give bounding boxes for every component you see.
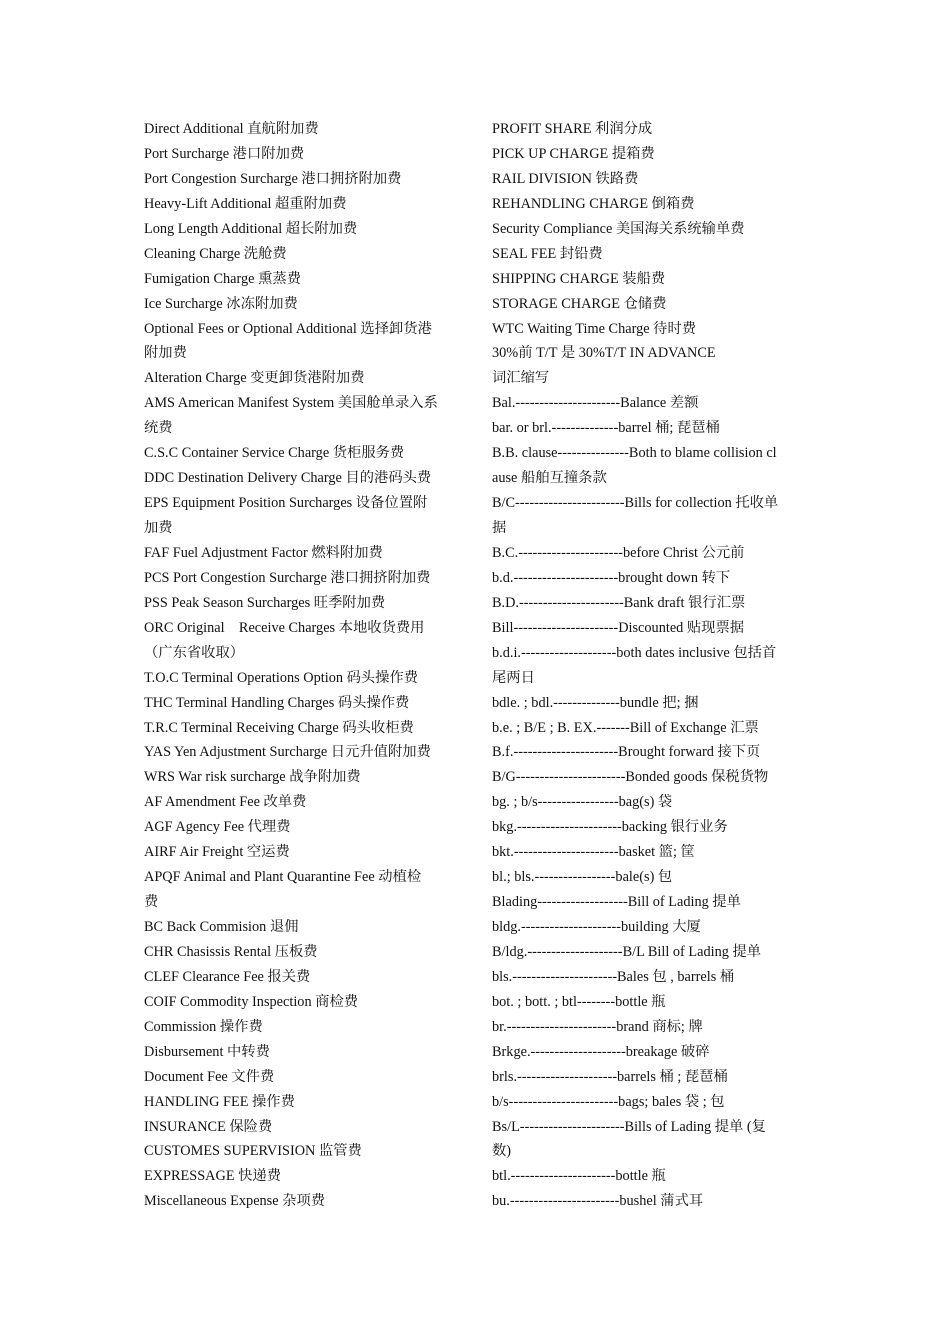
glossary-line: br.-----------------------brand 商标; 牌 <box>492 1018 703 1035</box>
glossary-line: Port Congestion Surcharge 港口拥挤附加费 <box>144 170 402 187</box>
glossary-line: INSURANCE 保险费 <box>144 1118 273 1135</box>
glossary-line: 加费 <box>144 520 173 536</box>
glossary-line: b.e. ; B/E ; B. EX.-------Bill of Exchange 汇票 <box>492 719 759 736</box>
glossary-line: CLEF Clearance Fee 报关费 <box>144 968 311 985</box>
glossary-line: B/ldg.--------------------B/L Bill of Lading 提单 <box>492 943 762 960</box>
glossary-line: B/G-----------------------Bonded goods 保税货物 <box>492 769 769 786</box>
glossary-line: ause 船舶互撞条款 <box>492 470 607 487</box>
glossary-line: THC Terminal Handling Charges 码头操作费 <box>144 694 410 711</box>
glossary-line: BC Back Commision 退佣 <box>144 919 299 935</box>
glossary-line: Document Fee 文件费 <box>144 1068 275 1085</box>
glossary-line: EXPRESSAGE 快递费 <box>144 1168 282 1185</box>
glossary-line: 统费 <box>144 420 173 437</box>
glossary-line: Direct Additional 直航附加费 <box>144 121 319 137</box>
glossary-line: FAF Fuel Adjustment Factor 燃料附加费 <box>144 544 383 561</box>
glossary-line: B.B. clause---------------Both to blame collision cl <box>492 445 777 462</box>
glossary-line: 附加费 <box>144 345 187 362</box>
glossary-line: PICK UP CHARGE 提箱费 <box>492 145 655 162</box>
glossary-line: COIF Commodity Inspection 商检费 <box>144 993 359 1010</box>
glossary-line: 费 <box>144 894 159 911</box>
glossary-line: SHIPPING CHARGE 装船费 <box>492 270 666 287</box>
glossary-line: （广东省收取） <box>144 644 245 661</box>
glossary-line: WRS War risk surcharge 战争附加费 <box>144 769 361 786</box>
glossary-line: CUSTOMES SUPERVISION 监管费 <box>144 1143 362 1160</box>
glossary-line: b/s-----------------------bags; bales 袋 ; 包 <box>492 1093 725 1110</box>
glossary-line: B.C.----------------------before Christ 公元前 <box>492 544 745 561</box>
glossary-line: B/C-----------------------Bills for collection 托收单 <box>492 495 779 512</box>
glossary-line: Commission 操作费 <box>144 1018 263 1035</box>
glossary-line: b.d.----------------------brought down 转下 <box>492 569 731 586</box>
glossary-line: AF Amendment Fee 改单费 <box>144 794 307 811</box>
glossary-line: bot. ; bott. ; btl--------bottle 瓶 <box>492 993 666 1010</box>
glossary-line: Brkge.--------------------breakage 破碎 <box>492 1043 710 1060</box>
glossary-line: Alteration Charge 变更卸货港附加费 <box>144 370 365 387</box>
glossary-line: T.R.C Terminal Receiving Charge 码头收柜费 <box>144 719 414 736</box>
glossary-line: Heavy-Lift Additional 超重附加费 <box>144 195 347 212</box>
glossary-line: 词汇缩写 <box>492 370 550 387</box>
left-column <box>144 117 460 1214</box>
glossary-line: EPS Equipment Position Surcharges 设备位置附 <box>144 495 428 512</box>
glossary-line: T.O.C Terminal Operations Option 码头操作费 <box>144 669 419 686</box>
glossary-line: bls.----------------------Bales 包 , barrels 桶 <box>492 968 735 985</box>
glossary-line: Blading-------------------Bill of Lading 提单 <box>492 894 741 911</box>
glossary-line: B.D.----------------------Bank draft 银行汇票 <box>492 594 746 611</box>
glossary-line: AGF Agency Fee 代理费 <box>144 819 291 836</box>
glossary-line: STORAGE CHARGE 仓储费 <box>492 295 667 312</box>
glossary-line: PCS Port Congestion Surcharge 港口拥挤附加费 <box>144 569 431 586</box>
glossary-line: C.S.C Container Service Charge 货柜服务费 <box>144 445 405 462</box>
glossary-line: Fumigation Charge 熏蒸费 <box>144 270 301 287</box>
glossary-line: AIRF Air Freight 空运费 <box>144 844 290 861</box>
glossary-line: bu.-----------------------bushel 蒲式耳 <box>492 1193 704 1210</box>
glossary-line: RAIL DIVISION 铁路费 <box>492 170 639 187</box>
glossary-line: DDC Destination Delivery Charge 目的港码头费 <box>144 470 432 487</box>
glossary-line: Optional Fees or Optional Additional 选择卸货港 <box>144 320 432 337</box>
glossary-line: Bill----------------------Discounted 贴现票据 <box>492 619 745 636</box>
glossary-line: ORC Original Receive Charges 本地收货费用 <box>144 619 425 636</box>
glossary-line: bar. or brl.--------------barrel 桶; 琵琶桶 <box>492 420 720 437</box>
glossary-line: SEAL FEE 封铅费 <box>492 245 603 262</box>
glossary-line: Bal.----------------------Balance 差额 <box>492 395 699 412</box>
glossary-line: Port Surcharge 港口附加费 <box>144 145 305 162</box>
glossary-line: bkg.----------------------backing 银行业务 <box>492 819 728 836</box>
glossary-line: Ice Surcharge 冰冻附加费 <box>144 295 298 312</box>
glossary-line: bl.; bls.-----------------bale(s) 包 <box>492 869 673 886</box>
glossary-line: Security Compliance 美国海关系统输单费 <box>492 220 745 237</box>
right-column <box>492 117 814 1214</box>
glossary-line: btl.----------------------bottle 瓶 <box>492 1168 666 1185</box>
glossary-line: YAS Yen Adjustment Surcharge 日元升值附加费 <box>144 744 431 761</box>
glossary-line: APQF Animal and Plant Quarantine Fee 动植检 <box>144 869 422 886</box>
glossary-line: PSS Peak Season Surcharges 旺季附加费 <box>144 594 386 611</box>
glossary-line: Miscellaneous Expense 杂项费 <box>144 1193 326 1210</box>
glossary-line: 30%前 T/T 是 30%T/T IN ADVANCE <box>492 345 716 362</box>
glossary-line: brls.---------------------barrels 桶 ; 琵琶桶 <box>492 1068 728 1085</box>
glossary-line: Long Length Additional 超长附加费 <box>144 220 358 237</box>
glossary-line: WTC Waiting Time Charge 待时费 <box>492 320 697 337</box>
glossary-line: REHANDLING CHARGE 倒箱费 <box>492 195 695 212</box>
glossary-line: 据 <box>492 520 507 536</box>
glossary-line: bldg.---------------------building 大厦 <box>492 919 701 935</box>
glossary-line: 数) <box>492 1143 512 1160</box>
glossary-line: bg. ; b/s-----------------bag(s) 袋 <box>492 794 673 811</box>
glossary-line: AMS American Manifest System 美国舱单录入系 <box>144 395 438 412</box>
glossary-line: CHR Chasissis Rental 压板费 <box>144 943 318 960</box>
glossary-line: bdle. ; bdl.--------------bundle 把; 捆 <box>492 694 699 711</box>
glossary-line: 尾两日 <box>492 669 535 686</box>
glossary-line: HANDLING FEE 操作费 <box>144 1093 295 1110</box>
glossary-line: b.d.i.--------------------both dates inclusive 包括首 <box>492 644 777 661</box>
glossary-line: Cleaning Charge 洗舱费 <box>144 245 287 262</box>
glossary-line: Disbursement 中转费 <box>144 1043 270 1060</box>
glossary-line: PROFIT SHARE 利润分成 <box>492 121 653 137</box>
glossary-line: Bs/L----------------------Bills of Lading 提单 (复 <box>492 1118 766 1135</box>
glossary-line: B.f.----------------------Brought forward 接下页 <box>492 744 761 761</box>
glossary-line: bkt.----------------------basket 篮; 筐 <box>492 844 695 861</box>
